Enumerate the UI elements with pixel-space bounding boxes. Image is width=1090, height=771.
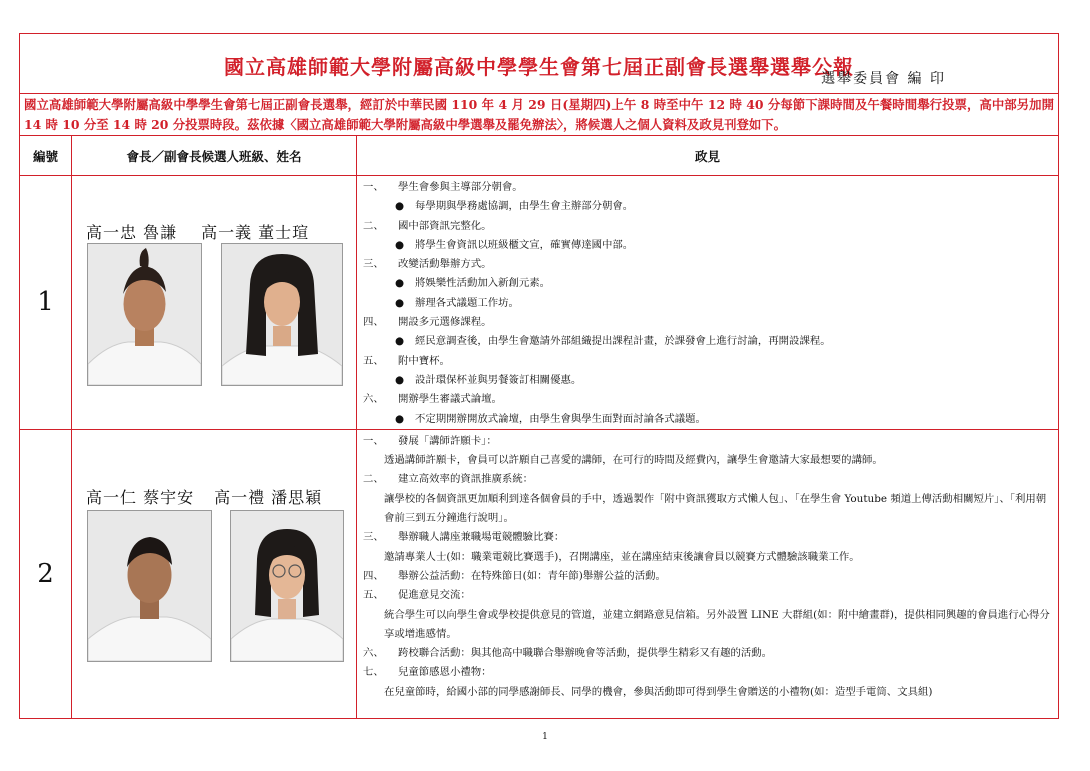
bullet-icon: ● bbox=[395, 277, 405, 290]
platform-item: 一、 學生會參與主導部分朝會。 bbox=[363, 181, 523, 193]
title-row bbox=[20, 34, 1059, 94]
platform-item: 二、 建立高效率的資訊推廣系統： bbox=[363, 473, 534, 486]
platform-item: 七、 兒童節感恩小禮物： bbox=[363, 666, 492, 679]
candidate-number: 1 bbox=[20, 176, 72, 430]
vice-president-name: 高一禮 潘思穎 bbox=[214, 487, 323, 507]
bulletin-title: 國立高雄師範大學附屬高級中學學生會第七屆正副會長選舉選舉公報 bbox=[224, 55, 854, 79]
publisher-line: 選舉委員會 編 印 bbox=[821, 71, 947, 87]
bullet-icon: ● bbox=[395, 412, 405, 425]
platform-detail: ● 不定期開辦開放式論壇，由學生會與學生面對面討論各式議題。 bbox=[363, 410, 1052, 429]
vice-president-photo bbox=[230, 510, 344, 662]
platform-detail: 在兒童節時，給國小部的同學感謝師長、同學的機會，參與活動即可得到學生會贈送的小禮物(如：造型手電筒、文具組) bbox=[384, 685, 933, 698]
header-candidates: 會長／副會長候選人班級、姓名 bbox=[72, 136, 357, 176]
platform-item: 五、 附中寶杯。 bbox=[363, 354, 450, 367]
platform-detail: ● 每學期與學務處協調，由學生會主辦部分朝會。 bbox=[363, 197, 1052, 216]
platform-item: 五、 促進意見交流： bbox=[363, 589, 471, 602]
president-name: 高一忠 魯謙 bbox=[86, 223, 178, 242]
bullet-icon: ● bbox=[395, 238, 405, 251]
platform-item: 三、 改變活動舉辦方式。 bbox=[363, 258, 492, 271]
platform-detail: ● 將娛樂性活動加入新創元素。 bbox=[363, 274, 1052, 293]
table-header-row bbox=[20, 136, 1059, 176]
bullet-icon: ● bbox=[395, 335, 405, 348]
header-number: 編號 bbox=[20, 136, 72, 176]
president-name: 高一仁 蔡宇安 bbox=[86, 487, 195, 507]
vice-president-photo bbox=[221, 243, 343, 386]
platform-detail: 讓學校的各個資訊更加順利到達各個會員的手中，透過製作「附中資訊獲取方式懶人包」、「在學生會 Youtube 頻道上傳活動相關短片」、「利用朝會前三到五分鐘進行說明」。 bbox=[384, 492, 1047, 525]
header-platform: 政見 bbox=[357, 136, 1059, 176]
president-photo bbox=[87, 510, 212, 662]
candidate-row-2 bbox=[20, 429, 1059, 718]
platform-item: 四、 舉辦公益活動：在特殊節日(如：青年節)舉辦公益的活動。 bbox=[363, 569, 666, 582]
platform-list bbox=[357, 176, 1059, 430]
platform-detail: 統合學生可以向學生會或學校提供意見的管道，並建立網路意見信箱。另外設置 LINE 大群組(如：附中繪畫群)，提供相同興趣的會員進行心得分享或增進感情。 bbox=[384, 608, 1050, 640]
candidate-info bbox=[72, 429, 357, 718]
platform-detail: ● 將學生會資訊以班級櫃文宣，確實傳達國中部。 bbox=[363, 236, 1052, 255]
candidate-names bbox=[86, 485, 322, 508]
page-number: 1 bbox=[542, 732, 548, 742]
candidate-names bbox=[86, 220, 309, 243]
platform-item: 六、 開辦學生審議式論壇。 bbox=[363, 393, 502, 406]
vice-president-name: 高一義 董士瑄 bbox=[201, 223, 310, 242]
election-bulletin bbox=[19, 33, 1058, 719]
election-notice: 國立高雄師範大學附屬高級中學學生會第七屆正副會長選舉，經訂於中華民國 110 年 4 月 29 日(星期四)上午 8 時至中午 12 時 40 分每節下課時間及午餐時間舉行投票，高中部另加開 14 時 10 分至 14 時 20 分投票時段。茲依據〈國立高雄師範大學附屬高級中學選舉及罷免辦法〉，將候選人之個人資料及政見刊登如下。 bbox=[20, 94, 1059, 136]
candidate-row-1 bbox=[20, 176, 1059, 430]
bullet-icon: ● bbox=[395, 200, 405, 213]
platform-detail: 邀請專業人士(如：職業電競比賽選手)，召開講座，並在講座結束後讓會員以競賽方式體驗該職業工作。 bbox=[384, 550, 860, 563]
platform-detail: ● 經民意調查後，由學生會邀請外部組織提出課程計畫，於課發會上進行討論，再開設課程。 bbox=[363, 332, 1052, 351]
platform-list bbox=[357, 429, 1059, 718]
platform-item: 六、 跨校聯合活動：與其他高中職聯合舉辦晚會等活動，提供學生精彩又有趣的活動。 bbox=[363, 647, 773, 660]
platform-item: 三、 舉辦職人講座兼職場電競體驗比賽： bbox=[363, 531, 565, 544]
platform-item: 二、 國中部資訊完整化。 bbox=[363, 219, 492, 232]
platform-detail: ● 設計環保杯並與男餐簽訂相關優惠。 bbox=[363, 371, 1052, 390]
platform-item: 一、 發展「講師許願卡」： bbox=[363, 434, 497, 447]
president-photo bbox=[87, 243, 202, 386]
bullet-icon: ● bbox=[395, 296, 405, 309]
platform-detail: 透過講師許願卡，會員可以許願自己喜愛的講師，在可行的時間及經費內，讓學生會邀請大家最想要的講師。 bbox=[384, 454, 883, 467]
platform-detail: ● 辦理各式議題工作坊。 bbox=[363, 294, 1052, 313]
platform-item: 四、 開設多元選修課程。 bbox=[363, 316, 492, 329]
candidate-info bbox=[72, 176, 357, 430]
bullet-icon: ● bbox=[395, 373, 405, 386]
bulletin-table bbox=[19, 33, 1059, 719]
candidate-number: 2 bbox=[20, 429, 72, 718]
